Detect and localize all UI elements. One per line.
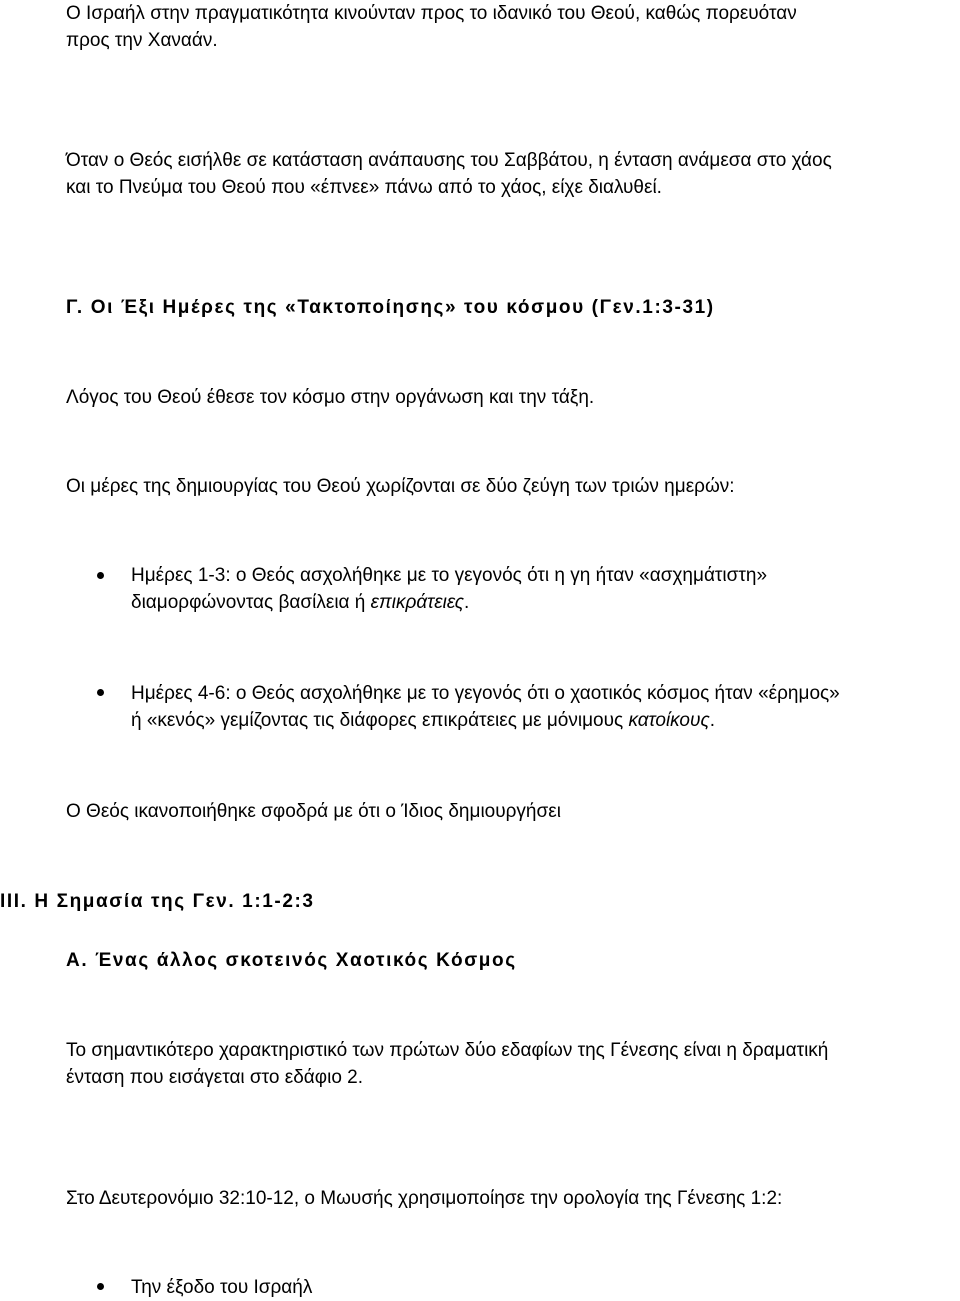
bullet-text: ή «κενός» γεμίζοντας τις διάφορες επικράτειες με μόνιμους [131,710,629,731]
paragraph-deuteronomy: Στο Δευτερονόμιο 32:10-12, ο Μωυσής χρησιμοποίησε την ορολογία της Γένεσης 1:2: [66,1188,783,1209]
bullet-text: διαμορφώνοντας βασίλεια ή [131,592,371,613]
paragraph-israel-canaan [66,0,797,54]
paragraph-line: Όταν ο Θεός εισήλθε σε κατάσταση ανάπαυσης του Σαββάτου, η ένταση ανάμεσα στο χάος [66,150,832,171]
bullet-dot [97,572,104,579]
section-heading-significance: III. Η Σημασία της Γεν. 1:1-2:3 [0,891,315,912]
bullet-item-days-1-3 [131,562,767,616]
bullet-punctuation: . [709,710,715,731]
bullet-item-exodus: Την έξοδο του Ισραήλ [131,1277,313,1298]
paragraph-days-pairs: Οι μέρες της δημιουργίας του Θεού χωρίζονται σε δύο ζεύγη των τριών ημερών: [66,476,735,497]
bullet-dot [97,689,104,696]
paragraph-line: προς την Χαναάν. [66,30,218,51]
paragraph-line: Το σημαντικότερο χαρακτηριστικό των πρώτων δύο εδαφίων της Γένεσης είναι η δραματική [66,1040,829,1061]
paragraph-god-satisfied: Ο Θεός ικανοποιήθηκε σφοδρά με ότι ο Ίδιος δημιουργήσει [66,801,561,822]
subsection-heading-chaotic-world: Α. Ένας άλλος σκοτεινός Χαοτικός Κόσμος [66,950,517,971]
paragraph-word-of-god: Λόγος του Θεού έθεσε τον κόσμο στην οργάνωση και την τάξη. [66,387,595,408]
paragraph-line: και το Πνεύμα του Θεού που «έπνεε» πάνω από το χάος, είχε διαλυθεί. [66,177,662,198]
bullet-line [131,589,767,616]
bullet-dot [97,1283,104,1290]
bullet-emphasis: επικράτειες [370,592,464,613]
bullet-line: Ημέρες 4-6: ο Θεός ασχολήθηκε με το γεγονός ότι ο χαοτικός κόσμος ήταν «έρημος» [131,683,840,704]
section-heading-six-days: Γ. Οι Έξι Ημέρες της «Τακτοποίησης» του κόσμου (Γεν.1:3-31) [66,297,715,318]
paragraph-dramatic-tension [66,1037,828,1091]
bullet-punctuation: . [463,592,470,613]
paragraph-line: Ο Ισραήλ στην πραγματικότητα κινούνταν προς το ιδανικό του Θεού, καθώς πορευόταν [66,3,797,24]
paragraph-sabbath-rest [66,147,832,201]
bullet-item-days-4-6 [131,680,840,734]
bullet-line [131,707,840,734]
bullet-emphasis: κατοίκους [628,710,710,731]
paragraph-line: ένταση που εισάγεται στο εδάφιο 2. [66,1067,364,1088]
bullet-line: Ημέρες 1-3: ο Θεός ασχολήθηκε με το γεγονός ότι η γη ήταν «ασχημάτιστη» [131,565,768,586]
